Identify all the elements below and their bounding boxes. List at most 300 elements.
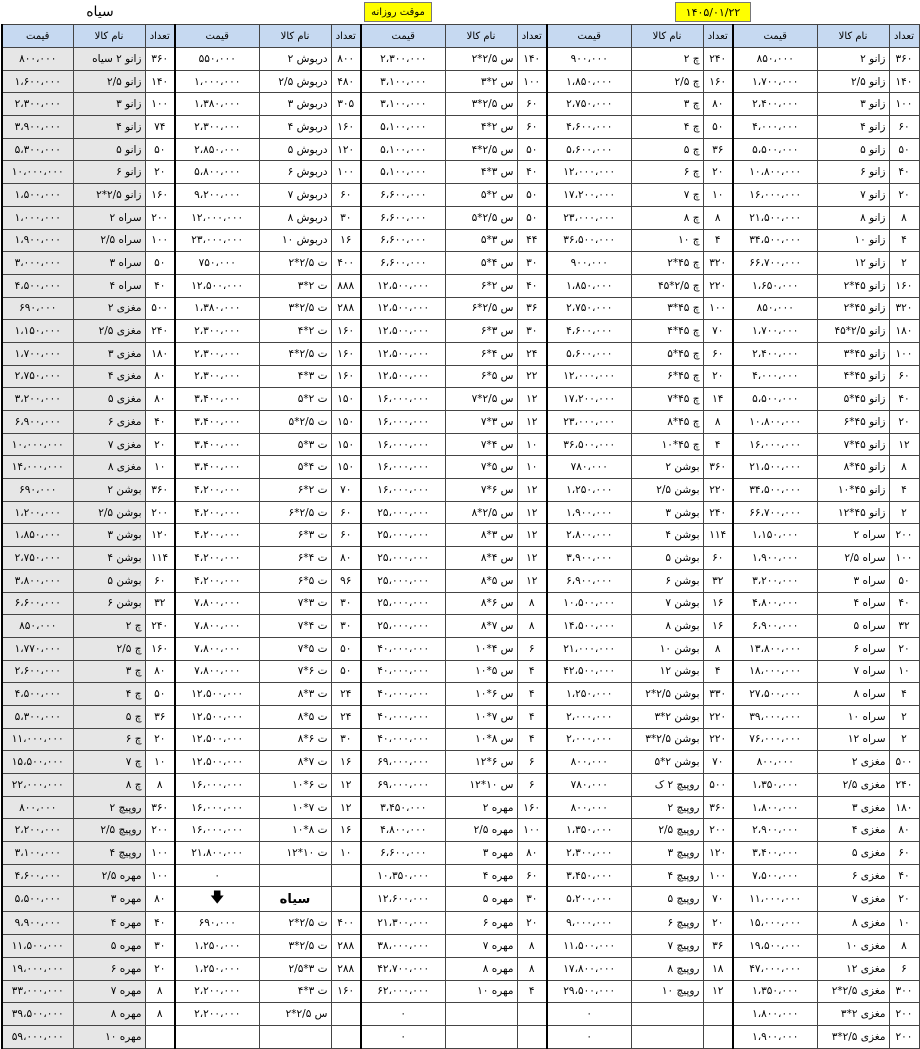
qty-cell: ۱۵۰ [331, 411, 361, 434]
table-row [2, 206, 919, 229]
price-cell: ۸۵۰،۰۰۰ [733, 297, 817, 320]
price-cell: ۳۹،۵۰۰،۰۰۰ [2, 1003, 73, 1026]
table-row [2, 796, 919, 819]
qty-cell: ۳۰ [331, 592, 361, 615]
price-cell: ۱۲،۵۰۰،۰۰۰ [175, 683, 259, 706]
table-body [2, 48, 919, 1049]
item-name-cell: سراه ۶ [817, 637, 889, 660]
item-name-cell: ت ۳*۴ [259, 980, 331, 1003]
qty-cell: ۲۰ [145, 728, 175, 751]
qty-cell: ۵۰۰ [145, 297, 175, 320]
item-name-cell: مغزی ۳ [817, 796, 889, 819]
price-cell: ۲،۳۰۰،۰۰۰ [175, 116, 259, 139]
price-cell: ۰ [361, 1025, 445, 1048]
item-name-cell: مهره ۸ [73, 1003, 145, 1026]
price-cell: ۱،۲۵۰،۰۰۰ [547, 683, 631, 706]
item-name-cell: مغزی ۲/۵ [73, 320, 145, 343]
price-cell: ۱۶،۰۰۰،۰۰۰ [175, 774, 259, 797]
price-cell: ۲۷،۵۰۰،۰۰۰ [733, 683, 817, 706]
item-name-cell: س ۲/۵*۵ [445, 206, 517, 229]
item-name-cell: س ۴*۱۰ [445, 637, 517, 660]
qty-cell: ۴ [517, 728, 547, 751]
price-cell: ۴۲،۷۰۰،۰۰۰ [361, 957, 445, 980]
table-row [2, 116, 919, 139]
qty-cell: ۱۶۰ [145, 184, 175, 207]
price-cell: ۴۷،۰۰۰،۰۰۰ [733, 957, 817, 980]
price-cell: ۱۲،۵۰۰،۰۰۰ [175, 705, 259, 728]
item-name-cell: مغزی ۲/۵ [817, 774, 889, 797]
qty-cell: ۲۰ [889, 887, 919, 912]
price-cell: ۴،۵۰۰،۰۰۰ [2, 274, 73, 297]
item-name-cell: بوشن ۲ [73, 479, 145, 502]
qty-cell: ۸۰ [331, 547, 361, 570]
price-cell: ۵،۶۰۰،۰۰۰ [547, 342, 631, 365]
table-row [2, 388, 919, 411]
table-row [2, 887, 919, 912]
qty-cell: ۱۲ [517, 569, 547, 592]
price-cell: ۱،۹۰۰،۰۰۰ [2, 229, 73, 252]
qty-cell: ۸۸۸ [331, 274, 361, 297]
price-cell: ۱،۳۵۰،۰۰۰ [733, 774, 817, 797]
item-name-cell: دربوش ۲ [259, 48, 331, 71]
price-cell: ۷۵۰،۰۰۰ [175, 252, 259, 275]
qty-cell: ۲۰۰ [703, 819, 733, 842]
price-cell: ۴،۶۰۰،۰۰۰ [2, 864, 73, 887]
item-name-cell: سراه ۳ [817, 569, 889, 592]
price-cell: ۶،۹۰۰،۰۰۰ [547, 569, 631, 592]
qty-cell: ۱۸۰ [889, 796, 919, 819]
qty-cell: ۱۰۰ [145, 842, 175, 865]
item-name-cell: س ۴*۶ [445, 342, 517, 365]
table-row [2, 751, 919, 774]
qty-cell: ۳۰ [517, 887, 547, 912]
price-cell: ۱،۲۰۰،۰۰۰ [2, 501, 73, 524]
price-cell: ۳۶،۵۰۰،۰۰۰ [547, 229, 631, 252]
qty-cell: ۱۰ [517, 456, 547, 479]
price-cell: ۱،۱۵۰،۰۰۰ [2, 320, 73, 343]
qty-cell: ۵۰ [145, 683, 175, 706]
qty-cell: ۱۸۰ [145, 342, 175, 365]
price-cell: ۱۱،۵۰۰،۰۰۰ [2, 935, 73, 958]
qty-cell: ۸ [703, 637, 733, 660]
item-name-cell: س ۶*۷ [445, 479, 517, 502]
qty-cell: ۱۰ [517, 433, 547, 456]
table-row [2, 48, 919, 71]
item-name-cell: ت ۲/۵*۶ [259, 501, 331, 524]
item-name-cell: سراه ۸ [817, 683, 889, 706]
qty-cell: ۲۲۰ [703, 479, 733, 502]
table-row [2, 569, 919, 592]
price-cell: ۲،۳۰۰،۰۰۰ [547, 842, 631, 865]
item-name-cell [259, 1025, 331, 1048]
qty-cell: ۴ [517, 705, 547, 728]
price-cell: ۳،۴۰۰،۰۰۰ [175, 411, 259, 434]
qty-cell [331, 1025, 361, 1048]
item-name-cell [445, 1003, 517, 1026]
item-name-cell: س ۵*۶ [445, 365, 517, 388]
item-name-cell: س ۶*۱۲ [445, 751, 517, 774]
qty-cell: ۲۴ [331, 683, 361, 706]
item-name-cell: زانو ۶ [73, 161, 145, 184]
qty-cell: ۸ [703, 411, 733, 434]
price-cell: ۸۰۰،۰۰۰ [547, 796, 631, 819]
qty-cell: ۸ [517, 957, 547, 980]
price-cell: ۳،۴۰۰،۰۰۰ [175, 433, 259, 456]
qty-cell: ۲۸۸ [331, 297, 361, 320]
price-cell: ۴،۲۰۰،۰۰۰ [175, 547, 259, 570]
qty-cell: ۸ [517, 935, 547, 958]
price-cell: ۲،۳۰۰،۰۰۰ [175, 342, 259, 365]
qty-cell: ۱۱۴ [703, 524, 733, 547]
qty-cell: ۵۰ [889, 569, 919, 592]
qty-cell [145, 1025, 175, 1048]
qty-cell: ۳۶۰ [145, 479, 175, 502]
item-name-cell: دربوش ۱۰ [259, 229, 331, 252]
qty-cell: ۸ [145, 980, 175, 1003]
item-name-cell: ت ۲/۵*۲ [259, 252, 331, 275]
price-cell: ۲۱،۸۰۰،۰۰۰ [175, 842, 259, 865]
price-cell: ۱۶،۰۰۰،۰۰۰ [175, 796, 259, 819]
item-name-cell: س ۶*۱۰ [445, 683, 517, 706]
item-name-cell: ت ۳*۶ [259, 524, 331, 547]
item-name-cell: مغزی ۶ [817, 864, 889, 887]
price-cell: ۳،۴۰۰،۰۰۰ [175, 388, 259, 411]
price-cell: ۱۹،۰۰۰،۰۰۰ [2, 957, 73, 980]
price-cell: ۱۷،۲۰۰،۰۰۰ [547, 388, 631, 411]
qty-cell: ۲۰ [517, 912, 547, 935]
price-cell: ۴۰،۰۰۰،۰۰۰ [361, 728, 445, 751]
qty-cell: ۲۰ [889, 637, 919, 660]
price-cell: ۲۵،۰۰۰،۰۰۰ [361, 547, 445, 570]
item-name-cell: مغزی ۷ [73, 433, 145, 456]
qty-cell: ۳۰ [145, 935, 175, 958]
item-name-cell: مغزی ۵ [73, 388, 145, 411]
qty-cell: ۳۲۰ [889, 297, 919, 320]
item-name-cell: چ ۲/۵ [73, 637, 145, 660]
qty-cell: ۱۰ [145, 751, 175, 774]
price-cell: ۴،۸۰۰،۰۰۰ [733, 592, 817, 615]
qty-cell: ۸ [145, 774, 175, 797]
qty-cell: ۳۳۰ [703, 683, 733, 706]
price-cell: ۲۱،۵۰۰،۰۰۰ [733, 206, 817, 229]
price-cell: ۱،۲۵۰،۰۰۰ [175, 957, 259, 980]
price-cell: ۱،۳۵۰،۰۰۰ [733, 980, 817, 1003]
qty-cell: ۳۰ [517, 320, 547, 343]
price-cell: ۲۹،۵۰۰،۰۰۰ [547, 980, 631, 1003]
item-name-cell: سراه ۵ [817, 615, 889, 638]
qty-cell: ۸۰ [145, 388, 175, 411]
qty-cell: ۲۲۰ [703, 274, 733, 297]
item-name-cell: زانو ۴۵*۲ [817, 297, 889, 320]
price-cell: ۵،۱۰۰،۰۰۰ [361, 161, 445, 184]
item-name-cell: بوشن ۸ [631, 615, 703, 638]
qty-cell: ۳۲ [703, 569, 733, 592]
price-cell: ۳،۲۰۰،۰۰۰ [733, 569, 817, 592]
price-cell: ۲،۹۰۰،۰۰۰ [733, 819, 817, 842]
price-cell: ۷،۸۰۰،۰۰۰ [175, 592, 259, 615]
qty-cell: ۲۰ [889, 184, 919, 207]
price-cell: ۶۹،۰۰۰،۰۰۰ [361, 774, 445, 797]
item-name-cell: ت ۲*۴ [259, 320, 331, 343]
table-row [2, 1003, 919, 1026]
qty-cell: ۴۰ [145, 411, 175, 434]
price-cell: ۱،۹۰۰،۰۰۰ [733, 547, 817, 570]
qty-cell: ۲ [889, 728, 919, 751]
item-name-cell: بوشن ۷ [631, 592, 703, 615]
qty-cell: ۵۰ [889, 138, 919, 161]
qty-cell: ۴۰ [517, 161, 547, 184]
qty-cell: ۳۰۵ [331, 93, 361, 116]
price-cell: ۳،۲۰۰،۰۰۰ [2, 388, 73, 411]
item-name-cell: روپیچ ۳ [631, 842, 703, 865]
item-name-cell: ت ۸*۱۰ [259, 819, 331, 842]
price-cell: ۱۶،۰۰۰،۰۰۰ [361, 411, 445, 434]
table-row [2, 138, 919, 161]
qty-cell [703, 1025, 733, 1048]
item-name-cell: زانو ۱۰ [817, 229, 889, 252]
price-cell: ۹۰۰،۰۰۰ [547, 252, 631, 275]
item-name-cell: ت ۵*۸ [259, 705, 331, 728]
item-name-cell: چ ۲ [73, 615, 145, 638]
price-cell: ۱،۸۰۰،۰۰۰ [733, 796, 817, 819]
item-name-cell: سراه ۷ [817, 660, 889, 683]
qty-cell: ۲۸۸ [331, 935, 361, 958]
item-name-cell: بوشن ۵ [631, 547, 703, 570]
item-name-cell: روپیچ ۲ [631, 796, 703, 819]
item-name-cell: مغزی ۲/۵*۳ [817, 1025, 889, 1048]
item-name-cell: س ۴*۸ [445, 547, 517, 570]
price-cell: ۴،۲۰۰،۰۰۰ [175, 479, 259, 502]
qty-cell: ۱۰۰ [517, 819, 547, 842]
header-price: قیمت [175, 25, 259, 48]
item-name-cell: چ ۴۵*۴ [631, 320, 703, 343]
qty-cell: ۱۶ [331, 751, 361, 774]
qty-cell: ۴۸۰ [331, 70, 361, 93]
item-name-cell: چ ۴۵*۳ [631, 297, 703, 320]
price-cell: ۷،۵۰۰،۰۰۰ [733, 864, 817, 887]
item-name-cell: سراه ۲/۵ [73, 229, 145, 252]
qty-cell: ۶ [517, 751, 547, 774]
table-row [2, 592, 919, 615]
qty-cell: ۱۵۰ [331, 388, 361, 411]
item-name-cell: زانو ۸ [817, 206, 889, 229]
item-name-cell: س ۶*۸ [445, 592, 517, 615]
qty-cell: ۲۴۰ [145, 320, 175, 343]
qty-cell: ۶۰ [703, 342, 733, 365]
price-cell: ۱،۷۷۰،۰۰۰ [2, 637, 73, 660]
item-name-cell: ت ۲*۶ [259, 479, 331, 502]
item-name-cell: ت ۷*۸ [259, 751, 331, 774]
qty-cell: ۱۰۰ [703, 864, 733, 887]
qty-cell: ۲۴۰ [703, 48, 733, 71]
item-name-cell: مهره ۳ [73, 887, 145, 912]
item-name-cell: ت ۳*۲/۵ [259, 957, 331, 980]
table-row [2, 365, 919, 388]
qty-cell: ۸ [889, 456, 919, 479]
qty-cell: ۱۸۰ [889, 320, 919, 343]
item-name-cell: بوشن ۴ [631, 524, 703, 547]
price-cell: ۳۸،۰۰۰،۰۰۰ [361, 935, 445, 958]
qty-cell: ۶۰ [889, 842, 919, 865]
price-cell: ۳۴،۵۰۰،۰۰۰ [733, 229, 817, 252]
item-name-cell: چ ۳ [73, 660, 145, 683]
price-cell: ۱۳،۸۰۰،۰۰۰ [733, 637, 817, 660]
item-name-cell: چ ۲/۵ [631, 70, 703, 93]
table-row [2, 93, 919, 116]
item-name-cell: مغزی ۳ [73, 342, 145, 365]
price-cell: ۱۲،۵۰۰،۰۰۰ [175, 751, 259, 774]
item-name-cell: زانو ۴ [73, 116, 145, 139]
item-name-cell: چ ۴۵*۸ [631, 411, 703, 434]
item-name-cell: چ ۵ [73, 705, 145, 728]
price-cell: ۳،۹۰۰،۰۰۰ [547, 547, 631, 570]
price-cell: ۱۲،۰۰۰،۰۰۰ [547, 161, 631, 184]
price-cell: ۱۷،۲۰۰،۰۰۰ [547, 184, 631, 207]
item-name-cell: ت ۳*۸ [259, 683, 331, 706]
price-cell: ۶۹۰،۰۰۰ [175, 912, 259, 935]
price-cell: ۰ [175, 864, 259, 887]
qty-cell: ۲۸۸ [331, 957, 361, 980]
qty-cell: ۳۶۰ [145, 796, 175, 819]
item-name-cell: سراه ۲ [73, 206, 145, 229]
qty-cell: ۴۴ [517, 229, 547, 252]
price-cell: ۱،۶۵۰،۰۰۰ [733, 274, 817, 297]
item-name-cell: زانو ۴۵*۲ [817, 274, 889, 297]
item-name-cell: چ ۶ [73, 728, 145, 751]
table-row [2, 728, 919, 751]
item-name-cell: چ ۲/۵*۴۵ [631, 274, 703, 297]
qty-cell: ۳۶۰ [889, 48, 919, 71]
table-row [2, 184, 919, 207]
price-cell: ۱،۱۵۰،۰۰۰ [733, 524, 817, 547]
price-cell: ۴،۸۰۰،۰۰۰ [361, 819, 445, 842]
price-cell: ۸۰۰،۰۰۰ [547, 751, 631, 774]
item-name-cell: مهره ۳ [445, 842, 517, 865]
qty-cell: ۲ [889, 705, 919, 728]
item-name-cell: چ ۶ [631, 161, 703, 184]
table-row [2, 320, 919, 343]
qty-cell: ۶۰ [331, 524, 361, 547]
item-name-cell: س ۳*۷ [445, 411, 517, 434]
qty-cell: ۱۴ [703, 388, 733, 411]
qty-cell: ۱۶۰ [331, 342, 361, 365]
qty-cell: ۳۰ [517, 252, 547, 275]
item-name-cell: زانو ۶ [817, 161, 889, 184]
qty-cell: ۲۲۰ [703, 705, 733, 728]
price-cell: ۳،۱۰۰،۰۰۰ [361, 70, 445, 93]
qty-cell: ۱۶۰ [331, 320, 361, 343]
header-qty: تعداد [145, 25, 175, 48]
item-name-cell: بوشن ۶ [631, 569, 703, 592]
item-name-cell: زانو ۲/۵ [817, 70, 889, 93]
qty-cell: ۶۰ [331, 501, 361, 524]
item-name-cell: ت ۲*۵ [259, 388, 331, 411]
qty-cell: ۴ [889, 479, 919, 502]
qty-cell: ۵۰ [703, 116, 733, 139]
qty-cell: ۶۰ [889, 365, 919, 388]
table-header-row [2, 25, 919, 48]
price-cell: ۱،۷۰۰،۰۰۰ [2, 342, 73, 365]
price-cell: ۲۵،۰۰۰،۰۰۰ [361, 501, 445, 524]
table-row [2, 864, 919, 887]
qty-cell: ۸ [889, 935, 919, 958]
item-name-cell: چ ۵ [631, 138, 703, 161]
item-name-cell: مغزی ۸ [73, 456, 145, 479]
price-cell: ۱۶،۰۰۰،۰۰۰ [361, 433, 445, 456]
qty-cell: ۱۰ [145, 456, 175, 479]
price-cell: ۱،۲۵۰،۰۰۰ [175, 935, 259, 958]
header-qty: تعداد [517, 25, 547, 48]
item-name-cell: دربوش ۴ [259, 116, 331, 139]
qty-cell: ۲۰۰ [889, 524, 919, 547]
price-cell: ۱،۸۵۰،۰۰۰ [2, 524, 73, 547]
item-name-cell: زانو ۲/۵*۴۵ [817, 320, 889, 343]
item-name-cell: مهره ۲ [445, 796, 517, 819]
qty-cell: ۴ [703, 433, 733, 456]
price-cell: ۲۳،۰۰۰،۰۰۰ [175, 229, 259, 252]
price-cell: ۲،۳۰۰،۰۰۰ [175, 365, 259, 388]
item-name-cell: مغزی ۵ [817, 842, 889, 865]
price-cell: ۱،۷۰۰،۰۰۰ [733, 320, 817, 343]
price-cell: ۱۰،۰۰۰،۰۰۰ [2, 161, 73, 184]
price-cell: ۱۰،۸۰۰،۰۰۰ [733, 161, 817, 184]
item-name-cell: چ ۴۵*۱۰ [631, 433, 703, 456]
qty-cell: ۲۰ [145, 957, 175, 980]
price-cell: ۱،۶۰۰،۰۰۰ [2, 70, 73, 93]
qty-cell: ۴۰۰ [331, 912, 361, 935]
header-name: نام کالا [631, 25, 703, 48]
price-cell: ۱،۹۰۰،۰۰۰ [733, 1025, 817, 1048]
header-price: قیمت [733, 25, 817, 48]
price-cell: ۵،۱۰۰،۰۰۰ [361, 138, 445, 161]
qty-cell: ۳۶۰ [703, 796, 733, 819]
table-row [2, 524, 919, 547]
price-cell: ۵۹،۰۰۰،۰۰۰ [2, 1025, 73, 1048]
qty-cell: ۱۰۰ [145, 93, 175, 116]
price-cell: ۸۰۰،۰۰۰ [2, 796, 73, 819]
qty-cell: ۳۰۰ [889, 980, 919, 1003]
table-row [2, 411, 919, 434]
item-name-cell: س ۳*۶ [445, 320, 517, 343]
price-cell: ۲۵،۰۰۰،۰۰۰ [361, 615, 445, 638]
price-cell: ۰ [547, 1025, 631, 1048]
price-cell: ۳،۴۵۰،۰۰۰ [361, 796, 445, 819]
item-name-cell: زانو ۳ [73, 93, 145, 116]
price-cell [175, 1025, 259, 1048]
qty-cell: ۱۲۰ [703, 842, 733, 865]
header-name: نام کالا [73, 25, 145, 48]
qty-cell: ۱۰ [889, 660, 919, 683]
item-name-cell: س ۷*۸ [445, 615, 517, 638]
price-table [1, 24, 920, 1049]
table-row [2, 819, 919, 842]
qty-cell: ۶ [517, 637, 547, 660]
item-name-cell: زانو ۵ [73, 138, 145, 161]
header-price: قیمت [2, 25, 73, 48]
item-name-cell: مهره ۸ [445, 957, 517, 980]
price-cell: ۶۲،۰۰۰،۰۰۰ [361, 980, 445, 1003]
item-name-cell: بوشن ۲*۵ [631, 751, 703, 774]
item-name-cell: چ ۴ [73, 683, 145, 706]
table-row [2, 456, 919, 479]
qty-cell: ۱۰ [889, 912, 919, 935]
item-name-cell: س ۲/۵*۲ [445, 48, 517, 71]
item-name-cell: ت ۷*۱۰ [259, 796, 331, 819]
item-name-cell: زانو ۱۲ [817, 252, 889, 275]
price-cell: ۲۵،۰۰۰،۰۰۰ [361, 569, 445, 592]
item-name-cell: مغزی ۲/۵*۲ [817, 980, 889, 1003]
qty-cell: ۸۰ [145, 660, 175, 683]
